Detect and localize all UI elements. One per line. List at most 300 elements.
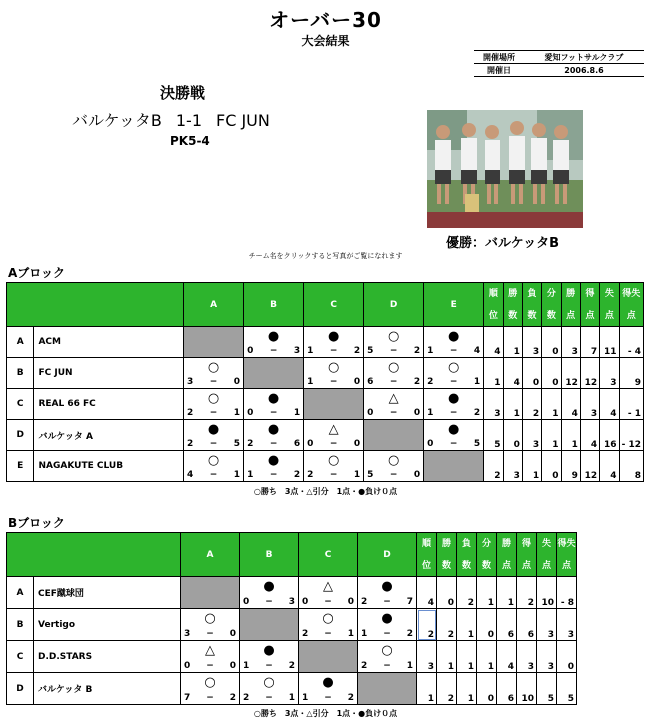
win-icon: ○ — [263, 675, 275, 690]
team-name-link[interactable]: CEF蹴球団 — [34, 577, 181, 609]
stat-value: 9 — [561, 451, 580, 482]
loss-icon: ● — [263, 643, 275, 658]
stat-value: 1 — [484, 358, 503, 389]
self-match-cell — [181, 577, 240, 609]
match-score — [247, 346, 300, 356]
date-label: 開催日 — [487, 65, 511, 75]
stat-header-bottom: 数 — [508, 310, 518, 321]
match-result-cell — [299, 577, 358, 609]
stat-value: 5 — [557, 673, 577, 705]
self-match-cell — [244, 358, 304, 389]
score-left: 7 — [184, 693, 191, 703]
team-name-link[interactable]: バルケッタ A — [34, 420, 184, 451]
stat-header — [437, 533, 457, 577]
match-result-cell — [364, 358, 424, 389]
score-left: 2 — [427, 377, 434, 387]
stat-value: 11 — [600, 327, 619, 358]
score-left: 2 — [187, 408, 194, 418]
loss-icon: ● — [448, 391, 460, 406]
match-score — [247, 408, 300, 418]
page-subtitle: 大会結果 — [301, 34, 350, 48]
stat-header — [561, 283, 580, 327]
score-left: 3 — [187, 377, 194, 387]
match-result-cell — [244, 327, 304, 358]
stat-header — [417, 533, 437, 577]
stat-header-top: 順 — [421, 538, 431, 549]
stat-header — [600, 283, 619, 327]
stat-value: 0 — [542, 358, 561, 389]
score-left: 2 — [187, 439, 194, 449]
match-result-cell — [181, 609, 240, 641]
win-icon: ○ — [207, 360, 220, 375]
row-letter: A — [7, 577, 34, 609]
stat-value: 9 — [619, 358, 644, 389]
loss-icon: ● — [267, 422, 280, 437]
match-score — [367, 377, 420, 387]
table-row — [7, 420, 644, 451]
win-icon: ○ — [322, 611, 334, 626]
score-right: 7 — [406, 597, 413, 607]
match-result-cell — [184, 420, 244, 451]
match-score — [184, 693, 236, 703]
score-right: 3 — [288, 597, 295, 607]
match-result-cell — [240, 641, 299, 673]
score-left: 1 — [427, 408, 434, 418]
match-result-cell — [424, 358, 484, 389]
score-right: 2 — [293, 470, 301, 480]
score-dash: − — [383, 597, 391, 607]
stat-header-top: 負 — [527, 288, 537, 299]
score-right: 1 — [293, 408, 301, 418]
match-result-cell — [364, 389, 424, 420]
column-header-e: E — [424, 283, 484, 327]
score-right: 5 — [233, 439, 241, 449]
stat-value: 1 — [497, 577, 517, 609]
loss-icon: ● — [267, 453, 280, 468]
score-dash: − — [329, 346, 338, 356]
match-result-cell — [358, 577, 417, 609]
match-result-cell — [304, 420, 364, 451]
score-right: 4 — [473, 346, 481, 356]
stat-header-bottom: 点 — [521, 560, 531, 571]
stat-header-bottom: 数 — [527, 310, 537, 321]
stat-value: 1 — [503, 389, 522, 420]
table-row — [7, 358, 644, 389]
stat-value: 2 — [522, 389, 541, 420]
match-score — [247, 470, 300, 480]
stat-value: 3 — [522, 327, 541, 358]
table-row — [7, 327, 644, 358]
column-header-a: A — [181, 533, 240, 577]
stat-header-bottom: 点 — [626, 310, 636, 321]
date-value: 2006.8.6 — [564, 65, 604, 75]
score-left: 1 — [302, 693, 309, 703]
block-a-label: Aブロック — [8, 266, 66, 280]
match-score — [302, 597, 354, 607]
win-icon: ○ — [387, 329, 400, 344]
match-score — [243, 597, 295, 607]
stat-header-top: 分 — [481, 538, 491, 549]
match-result-cell — [240, 577, 299, 609]
score-dash: − — [324, 693, 332, 703]
match-result-cell — [240, 673, 299, 705]
score-right: 2 — [473, 408, 481, 418]
score-dash: − — [265, 661, 273, 671]
final-score — [72, 108, 284, 131]
match-score — [307, 346, 360, 356]
final-score-value: 1-1 — [175, 111, 202, 130]
stat-header-top: 負 — [461, 538, 471, 549]
photo-note: チーム名をクリックすると写真がご覧になれます — [248, 252, 403, 260]
match-result-cell — [184, 389, 244, 420]
column-header-b: B — [244, 283, 304, 327]
column-header-d: D — [358, 533, 417, 577]
score-dash: − — [206, 693, 214, 703]
score-right: 0 — [347, 597, 354, 607]
match-result-cell — [244, 420, 304, 451]
match-score — [427, 377, 480, 387]
stat-header-top: 分 — [546, 288, 556, 299]
team-name-link[interactable]: NAGAKUTE CLUB — [34, 451, 184, 482]
score-dash: − — [383, 661, 391, 671]
final-heading: 決勝戦 — [160, 84, 206, 102]
stat-value: 2 — [484, 451, 503, 482]
score-right: 1 — [233, 408, 241, 418]
stat-value: 6 — [497, 673, 517, 705]
team-name-link[interactable]: ACM — [34, 327, 184, 358]
score-dash: − — [389, 408, 398, 418]
match-result-cell — [304, 451, 364, 482]
column-header-a: A — [184, 283, 244, 327]
score-right: 0 — [353, 439, 361, 449]
stat-value: 3 — [417, 641, 437, 673]
table-row — [7, 609, 577, 641]
block-a-table — [6, 282, 644, 482]
self-match-cell — [358, 673, 417, 705]
score-left: 1 — [243, 661, 250, 671]
score-right: 0 — [413, 470, 421, 480]
match-result-cell — [184, 451, 244, 482]
stat-header-bottom: 数 — [546, 310, 556, 321]
stat-value: 1 — [457, 641, 477, 673]
match-score — [184, 629, 236, 639]
score-left: 1 — [247, 470, 254, 480]
match-result-cell — [304, 358, 364, 389]
score-left: 4 — [187, 470, 194, 480]
stat-value: 4 — [503, 358, 522, 389]
win-icon: ○ — [207, 391, 220, 406]
page-title: オーバー30 — [269, 8, 382, 32]
score-right: 2 — [288, 661, 295, 671]
score-left: 3 — [184, 629, 191, 639]
score-right: 0 — [353, 377, 361, 387]
stat-header-bottom: 位 — [488, 310, 498, 321]
score-left: 0 — [184, 661, 191, 671]
win-icon: ○ — [387, 360, 400, 375]
stat-value: 3 — [580, 389, 599, 420]
score-dash: − — [449, 439, 458, 449]
match-score — [361, 597, 413, 607]
score-right: 1 — [347, 629, 354, 639]
win-icon: ○ — [387, 453, 400, 468]
score-right: 0 — [413, 408, 421, 418]
stat-header — [457, 533, 477, 577]
stat-value: 1 — [457, 673, 477, 705]
score-right: 6 — [293, 439, 301, 449]
match-result-cell — [184, 358, 244, 389]
score-dash: − — [206, 661, 214, 671]
loss-icon: ● — [267, 391, 280, 406]
win-icon: ○ — [204, 611, 216, 626]
stat-value: 1 — [503, 327, 522, 358]
stat-value: 3 — [537, 641, 557, 673]
match-score — [302, 629, 354, 639]
stat-value: 1 — [437, 641, 457, 673]
stat-value: 12 — [580, 358, 599, 389]
match-result-cell — [244, 451, 304, 482]
score-dash: − — [449, 377, 458, 387]
stat-header-top: 得失 — [557, 538, 576, 549]
score-dash: − — [389, 377, 398, 387]
match-result-cell — [181, 641, 240, 673]
stat-header-bottom: 点 — [566, 310, 576, 321]
score-right: 2 — [353, 346, 361, 356]
score-dash: − — [449, 346, 458, 356]
score-dash: − — [269, 408, 278, 418]
stat-value: 2 — [437, 609, 457, 641]
score-right: 3 — [293, 346, 301, 356]
score-left: 2 — [361, 661, 368, 671]
stat-value: 6 — [517, 609, 537, 641]
score-dash: − — [329, 470, 338, 480]
win-icon: ○ — [327, 453, 340, 468]
row-letter: C — [7, 641, 34, 673]
score-dash: − — [324, 597, 332, 607]
column-header-b: B — [240, 533, 299, 577]
stat-value: 2 — [437, 673, 457, 705]
table-row — [7, 451, 644, 482]
score-left: 6 — [367, 377, 374, 387]
stat-value: 4 — [600, 451, 619, 482]
score-dash: − — [324, 629, 332, 639]
stat-header — [537, 533, 557, 577]
stat-value: 7 — [580, 327, 599, 358]
draw-icon: △ — [323, 579, 333, 594]
self-match-cell — [424, 451, 484, 482]
score-right: 2 — [413, 377, 421, 387]
match-score — [187, 408, 240, 418]
stat-value: 0 — [522, 358, 541, 389]
team-name-link[interactable]: バルケッタ B — [34, 673, 181, 705]
loss-icon: ● — [381, 611, 393, 626]
score-left: 5 — [367, 470, 374, 480]
stat-value: 2 — [517, 577, 537, 609]
stat-header-top: 得 — [521, 538, 531, 549]
stat-header — [484, 283, 503, 327]
match-result-cell — [364, 327, 424, 358]
self-match-cell — [304, 389, 364, 420]
win-icon: ○ — [381, 643, 393, 658]
stat-header — [497, 533, 517, 577]
score-left: 5 — [367, 346, 374, 356]
score-dash: − — [389, 346, 398, 356]
stat-value: 1 — [457, 609, 477, 641]
loss-icon: ● — [381, 579, 393, 594]
score-dash: − — [449, 408, 458, 418]
match-score — [427, 439, 480, 449]
stat-value: 16 — [600, 420, 619, 451]
match-score — [367, 346, 420, 356]
stat-value: 1 — [522, 451, 541, 482]
final-team1: バルケッタB — [72, 111, 162, 130]
row-letter: A — [7, 327, 34, 358]
stat-value: 3 — [517, 641, 537, 673]
match-result-cell — [299, 609, 358, 641]
self-match-cell — [364, 420, 424, 451]
score-dash: − — [265, 597, 273, 607]
winner-photo — [427, 110, 583, 228]
stat-value: 2 — [457, 577, 477, 609]
stat-value: 1 — [477, 577, 497, 609]
score-left: 2 — [361, 597, 368, 607]
stat-header-top: 勝 — [566, 288, 576, 299]
loss-icon: ● — [322, 675, 334, 690]
stat-header-bottom: 点 — [541, 560, 551, 571]
stat-header-bottom: 数 — [461, 560, 471, 571]
match-result-cell — [304, 327, 364, 358]
stat-header-bottom: 点 — [561, 560, 571, 571]
venue-info — [474, 50, 644, 77]
stat-header-bottom: 位 — [421, 560, 431, 571]
match-score — [361, 661, 413, 671]
team-name-link[interactable]: Vertigo — [34, 609, 181, 641]
stat-value: 1 — [561, 420, 580, 451]
score-left: 0 — [427, 439, 434, 449]
score-right: 2 — [406, 629, 413, 639]
match-result-cell — [358, 609, 417, 641]
match-result-cell — [358, 641, 417, 673]
score-left: 2 — [302, 629, 309, 639]
venue-label: 開催場所 — [483, 52, 515, 62]
winner-label: 優勝：バルケッタB — [446, 236, 559, 251]
match-score — [427, 408, 480, 418]
column-header-c: C — [304, 283, 364, 327]
stat-header-top: 得失 — [622, 288, 641, 299]
match-score — [361, 629, 413, 639]
score-left: 2 — [247, 439, 254, 449]
stat-value: 3 — [561, 327, 580, 358]
score-left: 1 — [307, 377, 314, 387]
score-right: 1 — [233, 470, 241, 480]
self-match-cell — [184, 327, 244, 358]
score-right: 2 — [229, 693, 236, 703]
match-result-cell — [299, 673, 358, 705]
match-score — [243, 661, 295, 671]
score-right: 0 — [229, 661, 236, 671]
column-header-d: D — [364, 283, 424, 327]
match-result-cell — [244, 389, 304, 420]
match-score — [184, 661, 236, 671]
match-score — [307, 470, 360, 480]
loss-icon: ● — [267, 329, 280, 344]
row-letter: D — [7, 420, 34, 451]
stat-value: 4 — [580, 420, 599, 451]
stat-value: 3 — [503, 451, 522, 482]
stat-header — [522, 283, 541, 327]
score-left: 0 — [367, 408, 374, 418]
stat-value: 5 — [537, 673, 557, 705]
win-icon: ○ — [448, 360, 460, 375]
stat-value: 5 — [484, 420, 503, 451]
stat-value: 12 — [580, 451, 599, 482]
score-right: 0 — [229, 629, 236, 639]
stat-value: - 12 — [619, 420, 644, 451]
score-right: 0 — [233, 377, 241, 387]
score-dash: − — [269, 439, 278, 449]
stat-value: 12 — [561, 358, 580, 389]
score-right: 2 — [347, 693, 354, 703]
self-match-cell — [299, 641, 358, 673]
match-result-cell — [181, 673, 240, 705]
match-score — [243, 693, 295, 703]
match-result-cell — [424, 389, 484, 420]
stat-value: - 1 — [619, 389, 644, 420]
row-letter: B — [7, 358, 34, 389]
draw-icon: △ — [328, 422, 339, 437]
stat-value: 0 — [477, 609, 497, 641]
row-letter: D — [7, 673, 34, 705]
score-dash: − — [269, 346, 278, 356]
stat-value: 3 — [522, 420, 541, 451]
stat-value: 0 — [542, 451, 561, 482]
win-icon: ○ — [204, 675, 216, 690]
stat-value: 4 — [561, 389, 580, 420]
stat-value: 0 — [437, 577, 457, 609]
match-score — [367, 470, 420, 480]
team-name-link[interactable]: REAL 66 FC — [34, 389, 184, 420]
table-row — [7, 641, 577, 673]
score-left: 1 — [361, 629, 368, 639]
match-score — [247, 439, 300, 449]
stat-value: 1 — [477, 641, 497, 673]
match-score — [187, 439, 240, 449]
stat-value: 3 — [484, 389, 503, 420]
stat-value: 2 — [417, 609, 437, 641]
stat-value: 1 — [417, 673, 437, 705]
match-score — [367, 408, 420, 418]
draw-icon: △ — [388, 391, 399, 406]
block-b-legend: ○勝ち 3点・△引分 1点・●負け０点 — [253, 709, 398, 718]
stat-header-bottom: 数 — [441, 560, 451, 571]
score-left: 0 — [247, 408, 254, 418]
stat-value: 3 — [537, 609, 557, 641]
team-name-link[interactable]: D.D.STARS — [34, 641, 181, 673]
match-score — [307, 439, 360, 449]
stat-header — [542, 283, 561, 327]
loss-icon: ● — [327, 329, 340, 344]
score-dash: − — [209, 408, 218, 418]
stat-value: 0 — [557, 641, 577, 673]
score-dash: − — [329, 377, 338, 387]
stat-value: 4 — [497, 641, 517, 673]
block-b-table — [6, 532, 577, 705]
stat-header — [477, 533, 497, 577]
table-row — [7, 389, 644, 420]
stat-value: 1 — [542, 389, 561, 420]
team-name-link[interactable]: FC JUN — [34, 358, 184, 389]
loss-icon: ● — [207, 422, 220, 437]
stat-header-top: 勝 — [501, 538, 511, 549]
